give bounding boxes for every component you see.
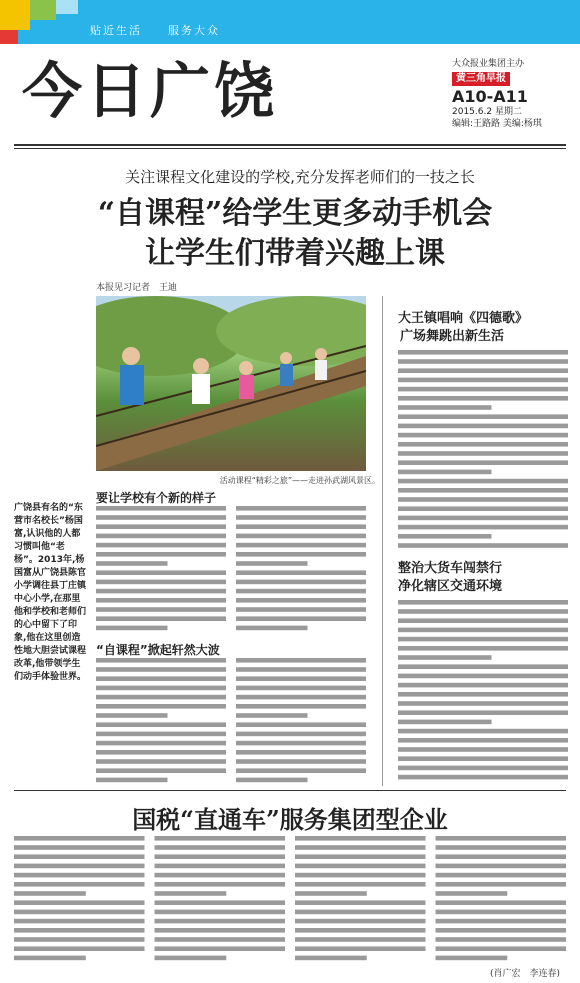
text-line [236,598,366,603]
text-line [96,543,226,548]
text-line [398,710,568,715]
text-line [236,543,366,548]
text-line [14,956,86,961]
text-line [398,766,568,771]
text-line [14,882,145,887]
text-line [236,695,366,700]
text-line [96,506,226,511]
text-line [436,864,567,869]
text-line [236,722,366,727]
text-line [236,534,366,539]
paper-name-badge: 黄三角早报 [452,72,510,86]
text-line [295,900,426,905]
text-line [236,676,366,681]
text-line [398,692,568,697]
text-line [96,589,226,594]
story3-title-line-1: 整治大货车闯禁行 [398,561,503,576]
text-line [436,845,567,850]
story3-title [398,560,502,596]
text-line [436,937,567,942]
text-line [398,655,492,660]
bottom-story-credit: (肖广宏 李连春) [490,969,561,979]
text-line [436,900,567,905]
publisher-label: 大众报业集团主办 [452,59,525,69]
text-line [236,732,366,737]
text-line [295,937,426,942]
text-line [155,882,286,887]
text-line [96,741,226,746]
story2-title-line-2: 广场舞跳出新生活 [400,329,505,344]
text-line [436,910,567,915]
text-line [96,616,226,621]
text-line [398,683,568,688]
text-line [398,720,492,725]
text-line [436,928,567,933]
text-line [398,729,568,734]
text-line [398,525,568,530]
photo-caption: 活动课程“精彩之旅”——走进孙武湖风景区。 [219,476,380,485]
text-line [295,864,426,869]
text-line [436,946,567,951]
text-line [436,919,567,924]
text-line [398,451,568,456]
masthead-decoration [30,0,56,20]
text-line [398,460,568,465]
text-line [436,854,567,859]
text-line [155,946,286,951]
lead-byline: 本报见习记者 王迪 [96,283,178,293]
text-line [398,628,568,633]
text-line [14,891,86,896]
text-line [14,854,145,859]
column-divider [382,296,383,786]
story2-title [398,310,528,346]
headline-line-1: “自课程”给学生更多动手机会 [97,196,493,231]
text-line [398,756,568,761]
bottom-story-title: 国税“直通车”服务集团型企业 [132,805,448,834]
text-line [398,396,568,401]
page-title: 今日广饶 [22,57,278,127]
text-line [155,854,286,859]
text-line [398,433,568,438]
text-line [236,580,366,585]
text-line [398,387,568,392]
text-line [398,738,568,743]
text-line [236,778,308,783]
text-line [236,626,308,631]
paper-meta [452,58,572,130]
text-line [236,589,366,594]
text-line [155,836,286,841]
text-line [96,658,226,663]
text-line [236,667,366,672]
text-line [398,470,492,475]
text-line [236,658,366,663]
text-line [236,768,366,773]
text-line [155,900,286,905]
text-line [236,524,366,529]
text-line [398,747,568,752]
text-line [155,891,227,896]
masthead-bar [0,0,580,44]
text-line [96,598,226,603]
text-line [295,919,426,924]
text-line [398,775,568,780]
text-line [398,405,492,410]
text-line [96,722,226,727]
text-line [155,864,286,869]
text-line [96,732,226,737]
text-line [236,741,366,746]
lead-sidebar: 广饶县有名的“东营市名校长”杨国富,认识他的人都习惯叫他“老杨”。2013年,杨国富从广饶县陈官小学调往县丁庄镇中心小学,在那里他和学校和老师们的心中留下了印象,他在这里创造性地大胆尝试课程改革,他带领学生们动手体验世界。 [14,503,87,682]
text-line [96,713,168,718]
text-line [436,873,567,878]
bottom-story-body-text [14,836,566,974]
editors-credit: 编辑:王路路 美编:杨琪 [452,119,542,129]
lead-body-text-block-1 [96,506,366,636]
text-line [96,607,226,612]
text-line [96,676,226,681]
text-line [96,626,168,631]
text-line [14,910,145,915]
text-line [96,686,226,691]
text-line [295,946,426,951]
text-line [236,552,366,557]
text-line [436,891,508,896]
masthead-slogan: 贴近生活 服务大众 [90,24,220,37]
story2-title-line-1: 大王镇唱响《四德歌》 [398,311,529,326]
text-line [398,378,568,383]
masthead-decoration [0,30,18,44]
text-line [295,836,426,841]
text-line [398,516,568,521]
text-line [295,910,426,915]
text-line [14,836,145,841]
text-line [96,759,226,764]
text-line [295,873,426,878]
text-line [398,359,568,364]
text-line [14,873,145,878]
story3-body-text [398,600,568,786]
headline-line-2: 让学生们带着兴趣上课 [145,236,445,271]
text-line [398,424,568,429]
text-line [398,600,568,605]
text-line [436,836,567,841]
text-line [398,674,568,679]
lead-photo [96,296,366,471]
masthead-rule-thin [14,148,566,149]
text-line [398,646,568,651]
text-line [295,854,426,859]
text-line [236,506,366,511]
text-line [236,686,366,691]
text-line [398,664,568,669]
lead-body-text-block-2 [96,658,366,788]
text-line [236,750,366,755]
text-line [14,900,145,905]
text-line [398,488,568,493]
bridge-scene-illustration [96,296,366,471]
text-line [155,937,286,942]
text-line [96,778,168,783]
text-line [398,543,568,548]
page-range: A10-A11 [452,87,528,106]
text-line [295,891,367,896]
text-line [155,845,286,850]
bottom-story-rule [14,790,566,791]
story3-title-line-2: 净化辖区交通环境 [398,579,503,594]
text-line [398,497,568,502]
text-line [96,768,226,773]
text-line [14,928,145,933]
text-line [295,928,426,933]
lead-headline [40,194,550,274]
text-line [236,704,366,709]
story2-body-text [398,350,568,555]
text-line [398,637,568,642]
text-line [96,667,226,672]
lead-kicker: 关注课程文化建设的学校,充分发挥老师们的一技之长 [125,168,475,186]
text-line [155,956,227,961]
text-line [236,713,308,718]
text-line [96,750,226,755]
text-line [96,534,226,539]
text-line [236,616,366,621]
text-line [96,515,226,520]
text-line [155,873,286,878]
text-line [96,552,226,557]
text-line [398,368,568,373]
text-line [398,479,568,484]
text-line [236,515,366,520]
text-line [398,442,568,447]
text-line [236,570,366,575]
text-line [155,910,286,915]
text-line [398,414,568,419]
text-line [96,704,226,709]
lead-subhead-1: 要让学校有个新的样子 [96,491,217,505]
masthead-rule [14,144,566,146]
text-line [155,919,286,924]
text-line [96,570,226,575]
text-line [436,956,508,961]
text-line [295,882,426,887]
text-line [236,607,366,612]
text-line [398,350,568,355]
text-line [398,534,492,539]
masthead-decoration [56,0,78,14]
text-line [14,946,145,951]
text-line [295,845,426,850]
text-line [155,928,286,933]
text-line [398,506,568,511]
text-line [398,701,568,706]
text-line [96,695,226,700]
text-line [436,882,567,887]
text-line [236,561,308,566]
issue-date: 2015.6.2 星期二 [452,107,522,117]
text-line [295,956,367,961]
text-line [14,919,145,924]
text-line [14,937,145,942]
text-line [96,580,226,585]
text-line [14,845,145,850]
text-line [398,618,568,623]
masthead-decoration [0,0,30,30]
text-line [96,524,226,529]
text-line [398,609,568,614]
text-line [96,561,168,566]
lead-subhead-2: “自课程”掀起轩然大波 [96,643,220,657]
text-line [236,759,366,764]
text-line [14,864,145,869]
